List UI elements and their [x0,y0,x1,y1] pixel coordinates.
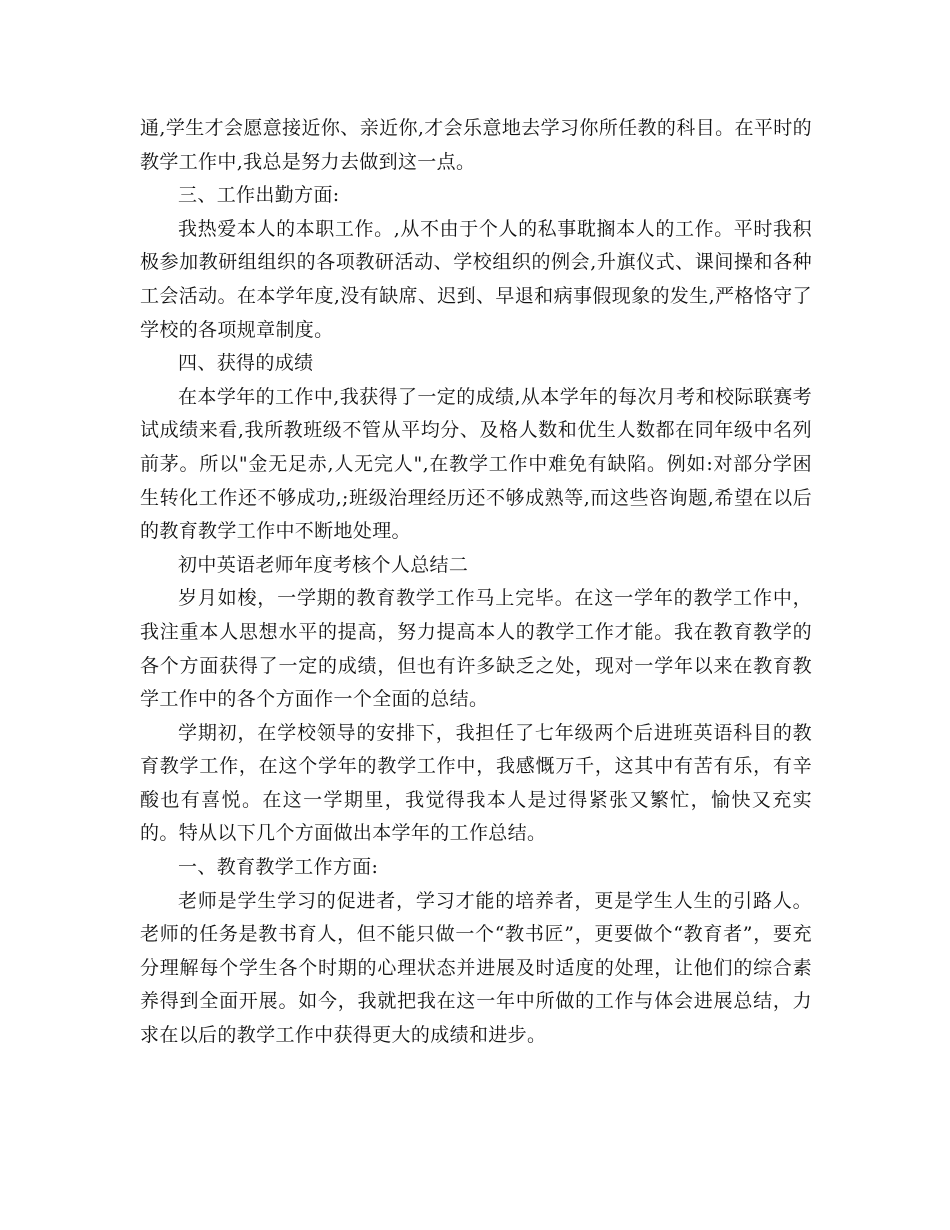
section-heading-attendance: 三、工作出勤方面: [178,184,340,207]
section-heading-achievements: 四、获得的成绩 [178,352,314,375]
document-page [140,112,812,1053]
paragraph-semester-start: 学期初，在学校领导的安排下，我担任了七年级两个后进班英语科目的教育教学工作，在这个学年的教学工作中，我感慨万千，这其中有苦有乐，有辛酸也有喜悦。在这一学期里，我觉得我本人是过得紧张又繁忙，愉快又充实的。特从以下几个方面做出本学年的工作总结。 [140,721,812,845]
paragraph-achievements: 在本学年的工作中,我获得了一定的成绩,从本学年的每次月考和校际联赛考试成绩来看,我所教班级不管从平均分、及格人数和优生人数都在同年级中名列前茅。所以"金无足赤,人无完人",在教学工作中难免有缺陷。例如:对部分学困生转化工作还不够成功,;班级治理经历还不够成熟等,而这些咨询题,希望在以后的教育教学工作中不断地处理。 [140,385,812,543]
section-heading-teaching: 一、教育教学工作方面: [178,856,379,879]
paragraph-attendance: 我热爱本人的本职工作。,从不由于个人的私事耽搁本人的工作。平时我积极参加教研组组织的各项教研活动、学校组织的例会,升旗仪式、课间操和各种工会活动。在本学年度,没有缺席、迟到、早退和病事假现象的发生,严格恪守了学校的各项规章制度。 [140,217,812,341]
document-subtitle: 初中英语老师年度考核个人总结二 [178,553,469,576]
paragraph-teaching: 老师是学生学习的促进者，学习才能的培养者，更是学生人生的引路人。老师的任务是教书育人，但不能只做一个“教书匠”，更要做个“教育者”，要充分理解每个学生各个时期的心理状态并进展及时适度的处理，让他们的综合素养得到全面开展。如今，我就把我在这一年中所做的工作与体会进展总结，力求在以后的教学工作中获得更大的成绩和进步。 [140,889,812,1047]
paragraph-intro: 岁月如梭，一学期的教育教学工作马上完毕。在这一学年的教学工作中，我注重本人思想水平的提高，努力提高本人的教学工作才能。我在教育教学的各个方面获得了一定的成绩，但也有许多缺乏之处，现对一学年以来在教育教学工作中的各个方面作一个全面的总结。 [140,587,812,711]
paragraph-continuation: 通,学生才会愿意接近你、亲近你,才会乐意地去学习你所任教的科目。在平时的教学工作中,我总是努力去做到这一点。 [140,117,812,173]
